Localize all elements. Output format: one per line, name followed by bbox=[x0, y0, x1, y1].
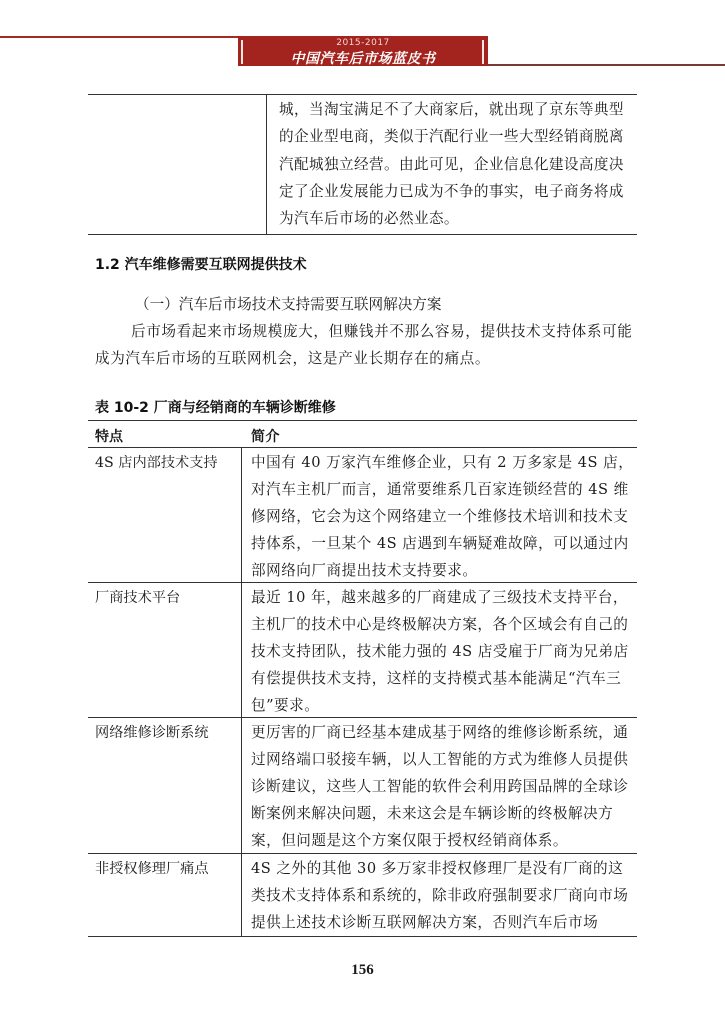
continued-table bbox=[88, 94, 637, 235]
header-year-range: 2015-2017 bbox=[336, 38, 390, 48]
header-description: 简介 bbox=[251, 429, 280, 445]
table-row bbox=[88, 854, 637, 937]
row-description: 中国有 40 万家汽车维修企业，只有 2 万多家是 4S 店，对汽车主机厂而言，通常要维系几百家连锁经营的 4S 维修网络，它会为这个网络建立一个维修技术培训和技术支持体系，一旦某个 4S 店遇到车辆疑难故障，可以通过内部网络向厂商提出技术支持要求。 bbox=[241, 448, 637, 582]
row-description: 更厉害的厂商已经基本建成基于网络的维修诊断系统，通过网络端口驳接车辆，以人工智能的方式为维修人员提供诊断建议，这些人工智能的软件会利用跨国品牌的全球诊断案例来解决问题，未来这会是车辆诊断的终极解决方案，但问题是这个方案仅限于授权经销商体系。 bbox=[241, 718, 637, 853]
row-feature: 网络维修诊断系统 bbox=[95, 725, 209, 741]
table-caption: 表 10-2 厂商与经销商的车辆诊断维修 bbox=[95, 400, 336, 416]
header-title: 中国汽车后市场蓝皮书 bbox=[290, 51, 436, 67]
row-feature: 非授权修理厂痛点 bbox=[95, 861, 209, 877]
continued-text: 城，当淘宝满足不了大商家后，就出现了京东等典型的企业型电商，类似于汽配行业一些大型经销商脱离汽配城独立经营。由此可见，企业信息化建设高度决定了企业发展能力已成为不争的事实，电子商务将成为汽车后市场的必然业态。 bbox=[279, 101, 624, 228]
continued-right-cell bbox=[267, 95, 638, 235]
section-heading: 1.2 汽车维修需要互联网提供技术 bbox=[95, 257, 307, 273]
row-description: 最近 10 年，越来越多的厂商建成了三级技术支持平台，主机厂的技术中心是终极解决方案，各个区域会有自己的技术支持团队，技术能力强的 4S 店受雇于厂商为兄弟店有偿提供技术支持，这样的支持模式基本能满足“汽车三包”要求。 bbox=[241, 583, 637, 717]
header-feature: 特点 bbox=[95, 429, 123, 445]
table-row bbox=[88, 583, 637, 718]
page-number: 156 bbox=[351, 962, 374, 978]
subheading: （一）汽车后市场技术支持需要互联网解决方案 bbox=[135, 296, 442, 313]
table-header-row bbox=[88, 420, 637, 448]
diagnosis-table bbox=[88, 420, 637, 937]
header-rule-left bbox=[0, 36, 240, 38]
table-row bbox=[88, 718, 637, 854]
row-feature: 4S 店内部技术支持 bbox=[95, 455, 218, 471]
row-description: 4S 之外的其他 30 多万家非授权修理厂是没有厂商的这类技术支持体系和系统的，除非政府强制要求厂商向市场提供上述技术诊断互联网解决方案，否则汽车后市场 bbox=[241, 854, 637, 936]
body-paragraph: 后市场看起来市场规模庞大，但赚钱并不那么容易，提供技术支持体系可能成为汽车后市场的互联网机会，这是产业长期存在的痛点。 bbox=[95, 323, 633, 367]
table-row bbox=[88, 448, 637, 583]
table-row bbox=[88, 95, 637, 235]
header-rule-right bbox=[488, 64, 725, 66]
row-feature: 厂商技术平台 bbox=[95, 590, 181, 606]
header-banner bbox=[238, 36, 488, 66]
continued-left-cell bbox=[88, 95, 267, 235]
